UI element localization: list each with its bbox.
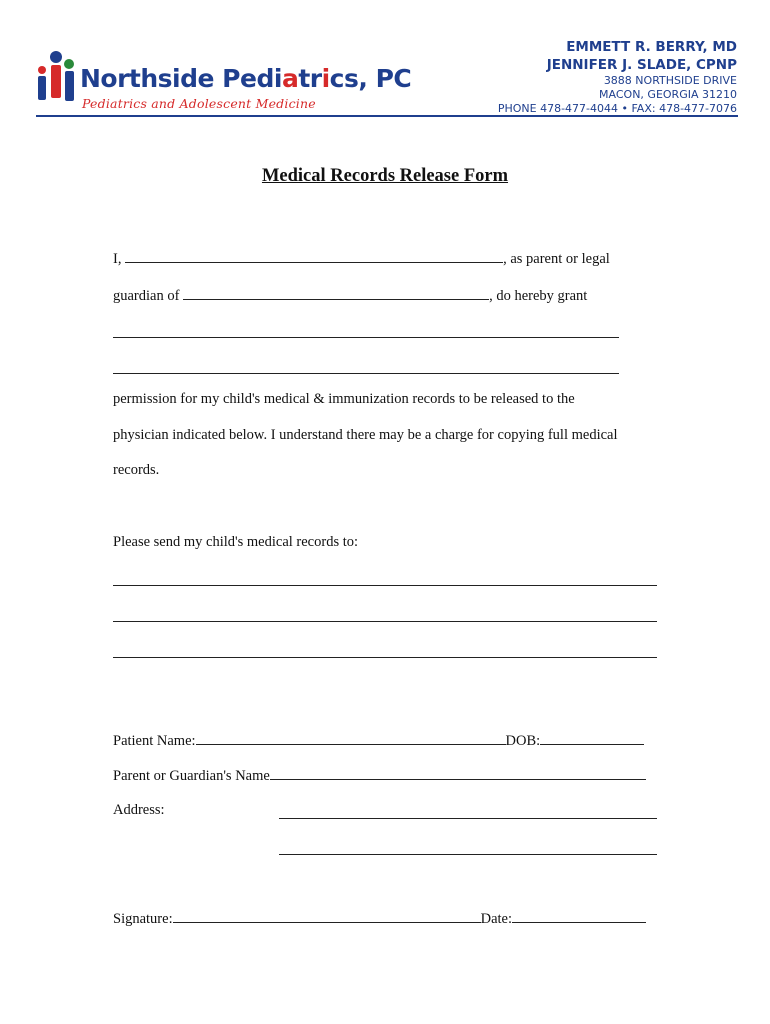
practice-name: Northside Pediatrics, PC — [80, 64, 412, 93]
doctor-name: EMMETT R. BERRY, MD — [566, 39, 737, 55]
guardian-name-line: Parent or Guardian's Name — [113, 766, 646, 785]
permission-text: records. — [113, 462, 160, 478]
permission-text: physician indicated below. I understand there may be a charge for copying full medical — [113, 427, 618, 443]
parent-name-blank[interactable] — [125, 249, 503, 263]
grantee-blank-1[interactable] — [113, 337, 619, 338]
guardian-line: guardian of , do hereby grant — [113, 288, 588, 304]
child-name-blank[interactable] — [183, 286, 489, 300]
contact-block — [498, 38, 737, 116]
send-records-label: Please send my child's medical records to: — [113, 534, 359, 550]
patient-name-line: Patient Name: DOB: — [113, 731, 644, 750]
address-blank-2[interactable] — [279, 854, 657, 855]
recipient-blank-2[interactable] — [113, 621, 657, 622]
date-blank[interactable] — [512, 909, 646, 923]
recipient-blank-3[interactable] — [113, 657, 657, 658]
dob-blank[interactable] — [540, 731, 644, 745]
form-title: Medical Records Release Form — [261, 166, 509, 186]
patient-name-blank[interactable] — [196, 731, 506, 745]
signature-blank[interactable] — [173, 909, 481, 923]
letterhead — [0, 0, 770, 125]
grantee-blank-2[interactable] — [113, 373, 619, 374]
permission-text: permission for my child's medical & immunization records to be released to the — [113, 391, 575, 407]
practice-tagline: Pediatrics and Adolescent Medicine — [82, 96, 316, 111]
address-line: 3888 NORTHSIDE DRIVE — [603, 74, 737, 87]
guardian-name-blank[interactable] — [270, 766, 646, 780]
address-label: Address: — [113, 802, 165, 818]
grantor-line: I, , as parent or legal — [113, 251, 610, 267]
children-figures-icon — [36, 48, 78, 110]
recipient-blank-1[interactable] — [113, 585, 657, 586]
doctor-name: JENNIFER J. SLADE, CPNP — [546, 57, 737, 73]
address-blank-1[interactable] — [279, 818, 657, 819]
address-line: MACON, GEORGIA 31210 — [599, 88, 737, 101]
signature-line: Signature: Date: — [113, 909, 646, 928]
phone-fax: PHONE 478-477-4044 • FAX: 478-477-7076 — [497, 102, 737, 115]
